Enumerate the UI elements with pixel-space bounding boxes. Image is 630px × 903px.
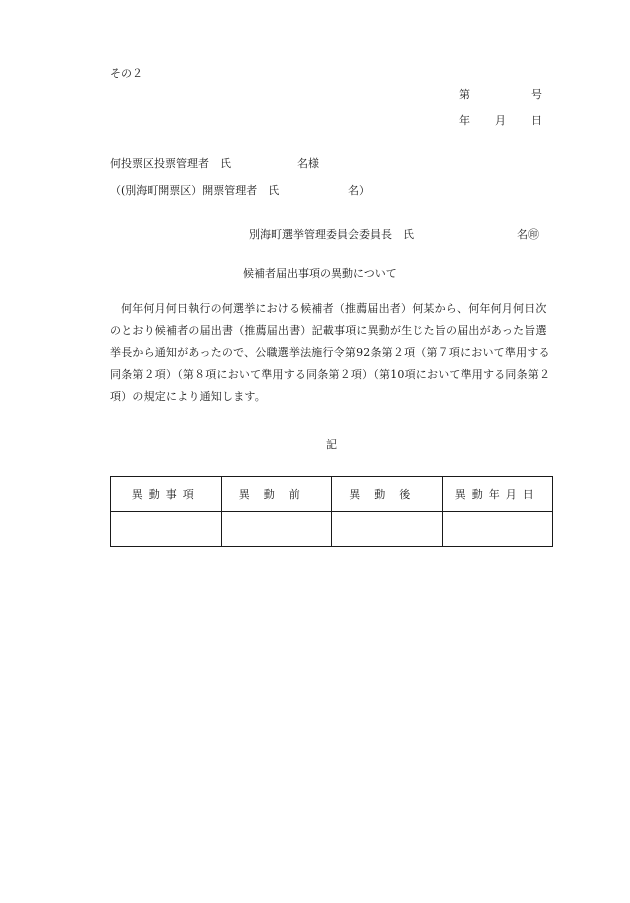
date-day-label: 日 — [531, 114, 542, 127]
section-label: その２ — [110, 67, 143, 80]
body-paragraph — [110, 298, 556, 408]
sender-seal: 名㊞ — [517, 228, 539, 241]
table-cell — [442, 512, 553, 547]
body-line-3: 挙長から通知があったので、公職選挙法施行令第92条第２項（第７項において準用する — [110, 346, 550, 359]
header-after-change: 異動後 — [332, 477, 443, 512]
date-month-label: 月 — [495, 114, 506, 127]
table-cell — [332, 512, 443, 547]
subject-title: 候補者届出事項の異動について — [243, 267, 397, 280]
date-year-label: 年 — [459, 114, 470, 127]
body-line-2: のとおり候補者の届出書（推薦届出書）記載事項に異動が生じた旨の届出があった旨選 — [110, 324, 547, 337]
change-table — [110, 476, 553, 547]
ki-heading: 記 — [326, 438, 337, 451]
addressee-line-1: 何投票区投票管理者 氏 — [110, 157, 231, 170]
table-cell — [111, 512, 222, 547]
addressee-line-2: （(別海町開票区）開票管理者 氏 — [110, 184, 280, 197]
header-before-change: 異動前 — [221, 477, 332, 512]
table-header-row — [111, 477, 553, 512]
sender-title: 別海町選挙管理委員会委員長 氏 — [249, 228, 414, 241]
header-change-date: 異動年月日 — [442, 477, 553, 512]
addressee-line-2-suffix: 名） — [348, 184, 370, 197]
table-cell — [221, 512, 332, 547]
document-number-prefix: 第 — [459, 88, 470, 101]
header-change-item: 異動事項 — [111, 477, 222, 512]
body-line-4: 同条第２項）（第８項において準用する同条第２項）（第10項において準用する同条第２ — [110, 368, 551, 381]
addressee-line-1-suffix: 名様 — [297, 157, 319, 170]
body-line-1: 何年何月何日執行の何選挙における候補者（推薦届出者）何某から、何年何月何日次 — [121, 302, 547, 315]
table-row — [111, 512, 553, 547]
document-number-suffix: 号 — [531, 88, 542, 101]
body-line-5: 項）の規定により通知します。 — [110, 390, 266, 403]
